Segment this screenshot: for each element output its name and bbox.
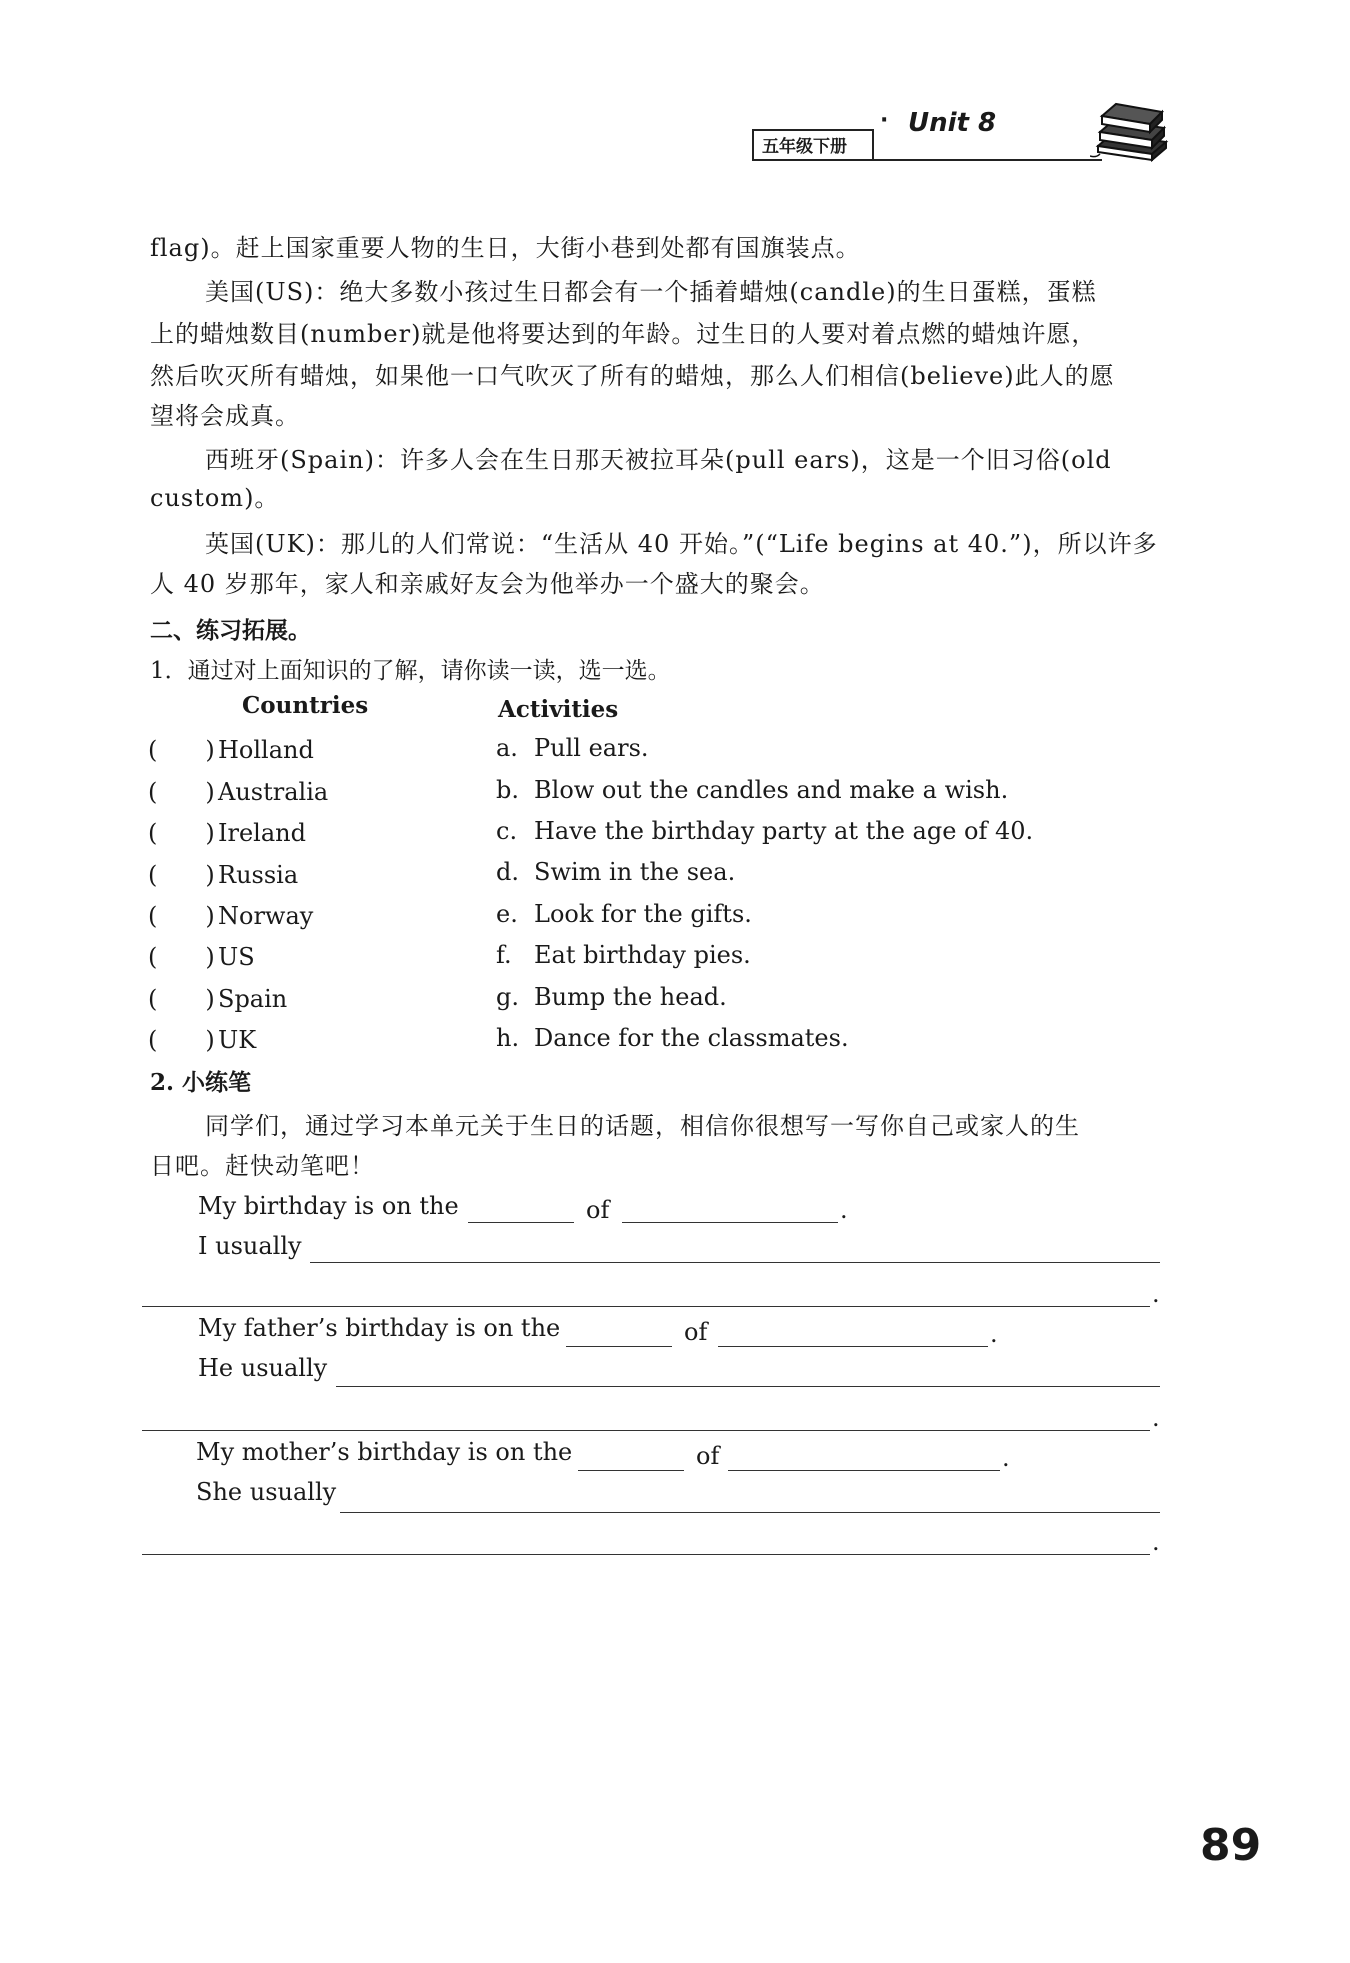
header-rule	[752, 159, 1102, 161]
activity-letter: b.	[496, 776, 519, 804]
passage-us-4: 望将会成真。	[150, 402, 300, 430]
country-name: Australia	[218, 778, 329, 806]
mother-birthday-text: My mother’s birthday is on the	[196, 1438, 573, 1466]
activity-text: Pull ears.	[534, 734, 649, 762]
question-1: 1．通过对上面知识的了解，请你读一读，选一选。	[150, 658, 671, 684]
period: .	[840, 1196, 848, 1224]
he-usually-blank-2[interactable]	[142, 1430, 1150, 1431]
period: .	[990, 1320, 998, 1348]
my-birthday-text: My birthday is on the	[198, 1192, 459, 1220]
activity-text: Have the birthday party at the age of 40.	[534, 817, 1034, 845]
answer-paren[interactable]: ( )	[148, 736, 215, 764]
column-header-countries: Countries	[242, 692, 369, 719]
activity-letter: e.	[496, 900, 518, 928]
country-row[interactable]	[148, 772, 328, 807]
answer-paren[interactable]: ( )	[148, 943, 215, 971]
he-usually-text: He usually	[198, 1354, 328, 1382]
activity-text: Dance for the classmates.	[534, 1024, 849, 1052]
period: .	[1152, 1404, 1160, 1432]
period: .	[1152, 1280, 1160, 1308]
period: .	[1152, 1528, 1160, 1556]
passage-spain-2: custom)。	[150, 484, 280, 512]
question-2: 2. 小练笔	[150, 1069, 252, 1096]
activity-letter: g.	[496, 983, 519, 1011]
activity-text: Eat birthday pies.	[534, 941, 751, 969]
question-2-desc-1: 同学们，通过学习本单元关于生日的话题，相信你很想写一写你自己或家人的生	[205, 1112, 1080, 1140]
he-usually-blank[interactable]	[336, 1386, 1160, 1387]
activity-text: Bump the head.	[534, 983, 727, 1011]
activity-row	[496, 858, 735, 886]
activity-letter: d.	[496, 858, 519, 886]
father-birthday-month-blank[interactable]	[718, 1346, 988, 1347]
activity-row	[496, 817, 1033, 845]
country-name: US	[218, 943, 255, 971]
country-name: Spain	[218, 985, 288, 1013]
unit-title: Unit 8	[908, 108, 997, 138]
father-birthday-text: My father’s birthday is on the	[198, 1314, 561, 1342]
country-name: UK	[218, 1026, 257, 1054]
activity-letter: c.	[496, 817, 518, 845]
question-2-desc-2: 日吧。赶快动笔吧！	[150, 1152, 375, 1180]
of-text: of	[696, 1442, 720, 1470]
passage-spain-1: 西班牙(Spain)：许多人会在生日那天被拉耳朵(pull ears)，这是一个旧习俗(old	[205, 446, 1112, 474]
activity-row	[496, 1024, 849, 1052]
section-title: 二、练习拓展。	[150, 618, 311, 644]
passage-us-1: 美国(US)：绝大多数小孩过生日都会有一个插着蜡烛(candle)的生日蛋糕，蛋糕	[205, 278, 1097, 306]
country-row[interactable]	[148, 1020, 256, 1055]
activity-row	[496, 900, 752, 928]
activity-text: Blow out the candles and make a wish.	[534, 776, 1009, 804]
activity-row	[496, 983, 727, 1011]
passage-uk-1: 英国(UK)：那儿的人们常说：“生活从 40 开始。”(“Life begins at 40.”)，所以许多	[205, 530, 1158, 558]
answer-paren[interactable]: ( )	[148, 778, 215, 806]
country-row[interactable]	[148, 896, 313, 931]
answer-paren[interactable]: ( )	[148, 861, 215, 889]
i-usually-blank-2[interactable]	[142, 1306, 1150, 1307]
activity-row	[496, 734, 649, 762]
country-row[interactable]	[148, 813, 306, 848]
activity-text: Swim in the sea.	[534, 858, 736, 886]
activity-letter: h.	[496, 1024, 520, 1052]
country-row[interactable]	[148, 937, 255, 972]
answer-paren[interactable]: ( )	[148, 902, 215, 930]
country-name: Russia	[218, 861, 299, 889]
she-usually-text: She usually	[196, 1478, 337, 1506]
country-row[interactable]	[148, 855, 298, 890]
passage-line: flag)。赶上国家重要人物的生日，大街小巷到处都有国旗装点。	[150, 234, 861, 262]
country-name: Norway	[218, 902, 314, 930]
my-birthday-day-blank[interactable]	[468, 1222, 574, 1223]
passage-uk-2: 人 40 岁那年，家人和亲戚好友会为他举办一个盛大的聚会。	[150, 570, 825, 598]
country-name: Ireland	[218, 819, 306, 847]
she-usually-blank-2[interactable]	[142, 1554, 1150, 1555]
passage-us-2: 上的蜡烛数目(number)就是他将要达到的年龄。过生日的人要对着点燃的蜡烛许愿，	[150, 320, 1097, 348]
books-icon	[1090, 96, 1170, 166]
activity-text: Look for the gifts.	[534, 900, 752, 928]
of-text: of	[586, 1196, 610, 1224]
activity-letter: f.	[496, 941, 512, 969]
header-dot: ·	[880, 108, 889, 133]
answer-paren[interactable]: ( )	[148, 985, 215, 1013]
mother-birthday-day-blank[interactable]	[578, 1470, 684, 1471]
she-usually-blank[interactable]	[340, 1512, 1160, 1513]
country-row[interactable]	[148, 979, 287, 1014]
grade-label: 五年级下册	[762, 137, 847, 157]
i-usually-text: I usually	[198, 1232, 302, 1260]
answer-paren[interactable]: ( )	[148, 1026, 215, 1054]
of-text: of	[684, 1318, 708, 1346]
page-number: 89	[1200, 1820, 1262, 1871]
country-row[interactable]	[148, 730, 314, 765]
activity-row	[496, 776, 1008, 804]
answer-paren[interactable]: ( )	[148, 819, 215, 847]
passage-us-3: 然后吹灭所有蜡烛，如果他一口气吹灭了所有的蜡烛，那么人们相信(believe)此人的愿	[150, 362, 1115, 390]
my-birthday-month-blank[interactable]	[622, 1222, 838, 1223]
mother-birthday-month-blank[interactable]	[728, 1470, 1000, 1471]
column-header-activities: Activities	[498, 696, 619, 723]
father-birthday-day-blank[interactable]	[566, 1346, 672, 1347]
period: .	[1002, 1444, 1010, 1472]
i-usually-blank[interactable]	[310, 1262, 1160, 1263]
country-name: Holland	[218, 736, 314, 764]
activity-letter: a.	[496, 734, 518, 762]
activity-row	[496, 941, 751, 969]
